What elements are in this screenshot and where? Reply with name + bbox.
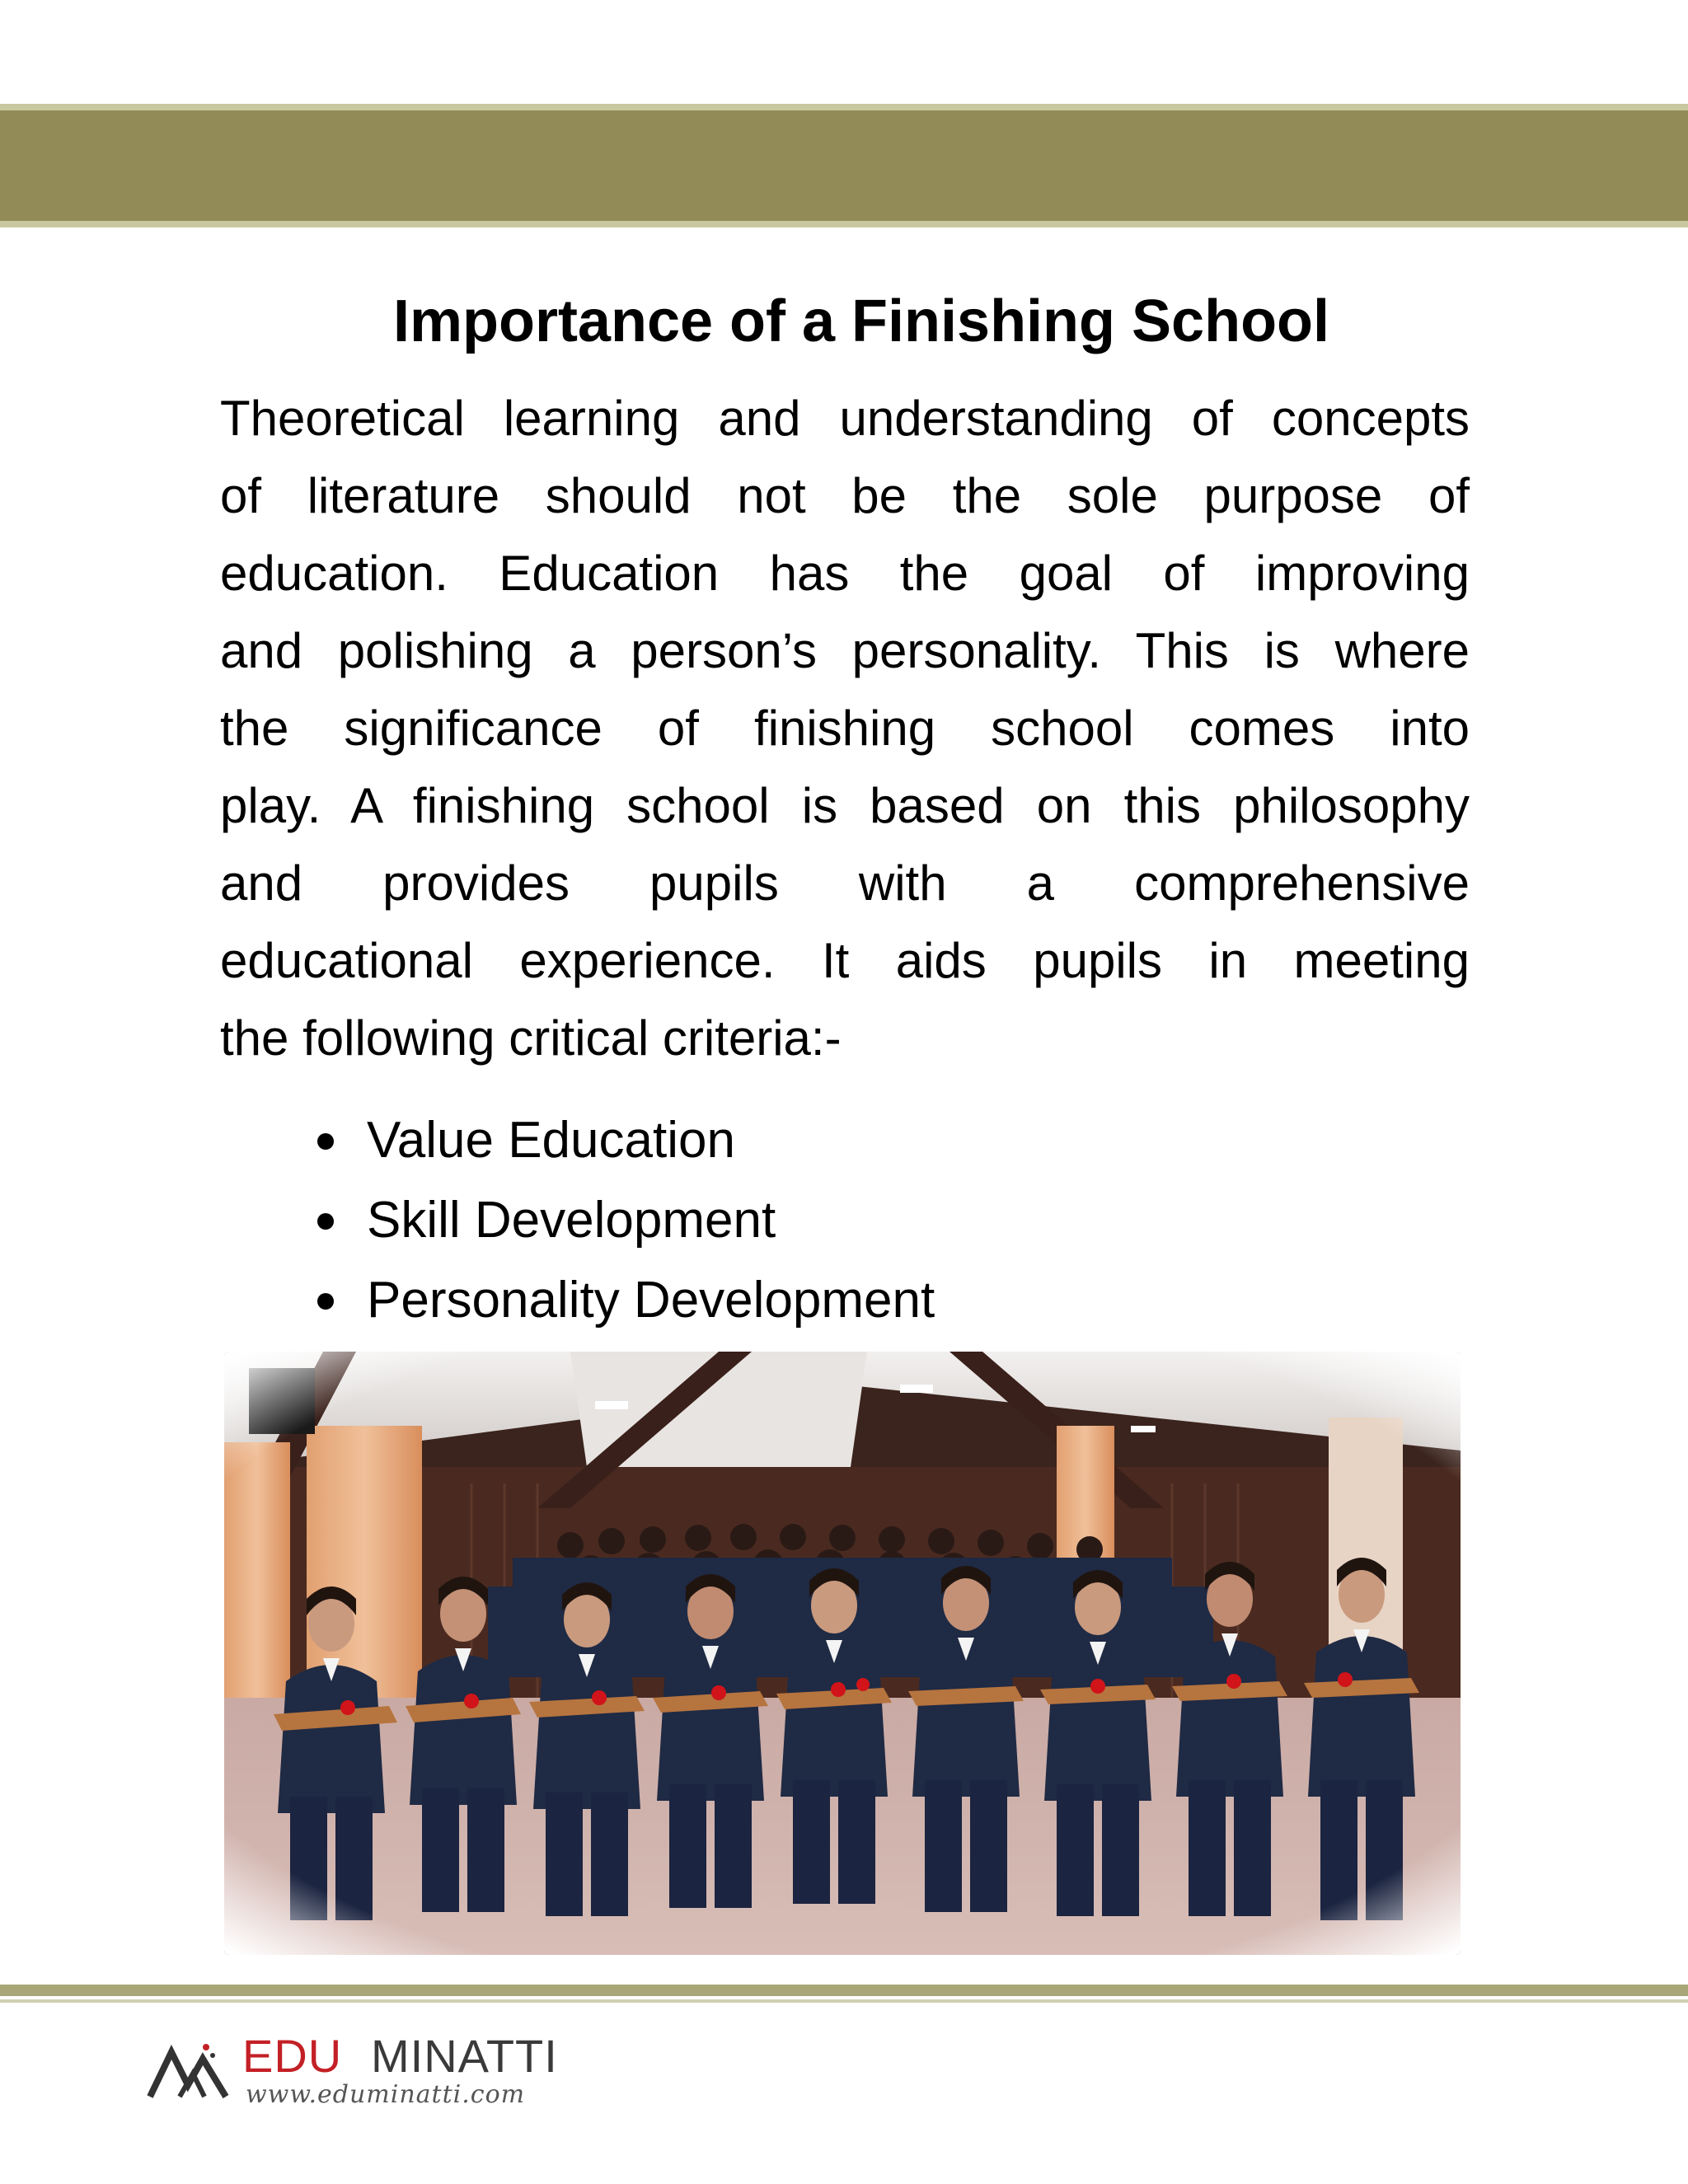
bullet-icon [317,1213,334,1230]
paragraph-line: and polishing a person’s personality. This is where [220,623,1470,678]
list-item [317,1100,935,1180]
footer-line-thin [0,1999,1688,2003]
bullet-icon [317,1293,334,1310]
list-item-label: Skill Development [367,1192,776,1249]
footer-line [0,1985,1688,1996]
classroom-photo [224,1352,1461,1955]
list-item-label: Personality Development [367,1272,935,1329]
list-item-label: Value Education [367,1112,735,1169]
paragraph-line: play. A finishing school is based on this philosophy [220,778,1470,833]
body-paragraph [220,380,1470,1077]
paragraph-line: the significance of finishing school comes into [220,701,1470,756]
header-band [0,110,1688,221]
bullet-icon [317,1133,334,1150]
eduminatti-logo [147,2029,575,2111]
page-title: Importance of a Finishing School [392,288,1330,354]
logo-text-minatti: MINATTI [371,2030,558,2082]
paragraph-line: educational experience. It aids pupils in meeting [220,933,1470,988]
mountain-logo-icon [147,2036,229,2102]
list-item [317,1260,935,1340]
paragraph-line: education. Education has the goal of improving [220,546,1470,601]
list-item [317,1180,935,1260]
paragraph-line: the following critical criteria:- [220,1010,842,1066]
paragraph-line: Theoretical learning and understanding of concepts [220,391,1470,446]
paragraph-line: of literature should not be the sole purpose of [220,468,1470,523]
criteria-list [317,1100,935,1340]
paragraph-line: and provides pupils with a comprehensive [220,855,1470,911]
logo-text-edu: EDU [242,2030,343,2082]
logo-url: www.eduminatti.com [246,2080,526,2109]
